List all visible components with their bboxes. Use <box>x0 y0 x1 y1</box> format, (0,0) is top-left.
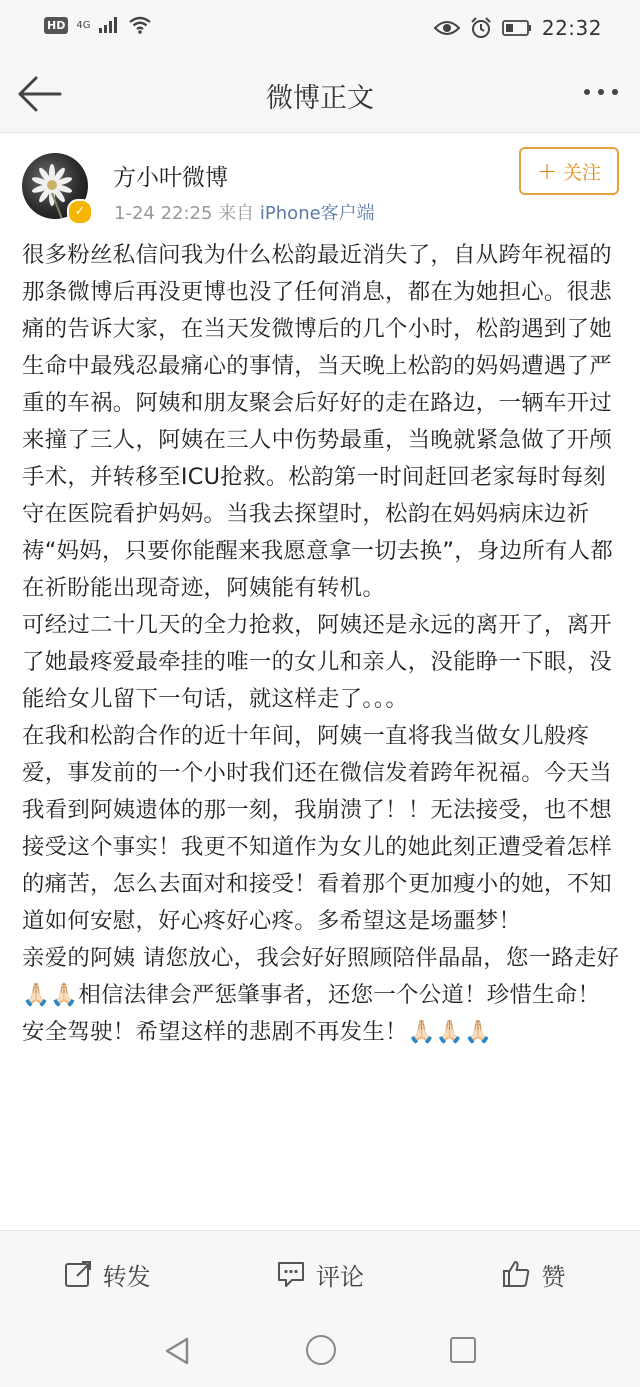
navigation-bar <box>0 56 640 133</box>
post-timestamp: 1-24 22:25 <box>114 203 213 224</box>
alarm-icon <box>470 17 492 39</box>
system-navigation-bar <box>0 1316 640 1387</box>
post-source: iPhone客户端 <box>259 203 375 224</box>
battery-icon <box>502 20 532 36</box>
system-recents-icon[interactable] <box>450 1337 476 1363</box>
comment-icon <box>276 1259 306 1289</box>
signal-icon <box>98 16 120 34</box>
plus-icon: + <box>536 157 558 185</box>
post-action-bar <box>0 1230 640 1317</box>
clock-time: 22:32 <box>541 16 602 40</box>
repost-button[interactable] <box>0 1231 213 1317</box>
hd-indicator: HD <box>44 17 68 34</box>
status-left <box>44 16 152 34</box>
comment-button[interactable] <box>213 1231 426 1317</box>
network-label: 4G <box>76 19 91 31</box>
author-name[interactable]: 方小叶微博 <box>113 165 228 191</box>
follow-button[interactable] <box>519 147 619 195</box>
comment-label: 评论 <box>315 1262 364 1291</box>
more-options-icon[interactable] <box>584 89 618 95</box>
page-title: 微博正文 <box>266 83 374 114</box>
system-home-icon[interactable] <box>306 1335 336 1365</box>
verified-badge-icon: ✓ <box>67 199 93 225</box>
follow-label: 关注 <box>563 161 602 184</box>
thumbs-up-icon <box>501 1259 531 1289</box>
eye-icon <box>434 19 460 37</box>
more-dot <box>612 89 618 95</box>
more-dot <box>598 89 604 95</box>
post-detail <box>0 133 640 1230</box>
wifi-icon <box>128 16 152 34</box>
post-meta <box>114 199 375 225</box>
system-back-icon[interactable] <box>163 1336 191 1366</box>
status-right <box>434 16 602 40</box>
more-dot <box>584 89 590 95</box>
like-button[interactable] <box>427 1231 640 1317</box>
source-prefix: 来自 <box>218 203 255 224</box>
repost-icon <box>63 1259 93 1289</box>
post-body: 很多粉丝私信问我为什么松韵最近消失了，自从跨年祝福的那条微博后再没更博也没了任何消息，都在为她担心。很悲痛的告诉大家，在当天发微博后的几个小时，松韵遇到了她生命中最残忍最痛心的事情，当天晚上松韵的妈妈遭遇了严重的车祸。阿姨和朋友聚会后好好的走在路边，一辆车开过来撞了三人，阿姨在三人中伤势最重，当晚就紧急做了开颅手术，并转移至ICU抢救。松韵第一时间赶回老家每时每刻守在医院看护妈妈。当我去探望时，松韵在妈妈病床边祈祷“妈妈，只要你能醒来我愿意拿一切去换”，身边所有人都在祈盼能出现奇迹，阿姨能有转机。 可经过二十几天的全力抢救，阿姨还是永远的离开了，离开了她最疼爱最牵挂的唯一的女儿和亲人，没能睁一下眼，没能给女儿留下一句话，就这样走了。。。 在我和松韵合作的近十年间，阿姨一直将我当做女儿般疼爱，事发前的一个小时我们还在微信发着跨年祝福。今天当我看到阿姨遗体的那一刻，我崩溃了！！无法接受，也不想接受这个事实！我更不知道作为女儿的她此刻正遭受着怎样的痛苦，怎么去面对和接受！看着那个更加瘦小的她，不知道如何安慰，好心疼好心疼。多希望这是场噩梦！ 亲爱的阿姨 请您放心，我会好好照顾陪伴晶晶，您一路走好🙏🏻🙏🏻相信法律会严惩肇事者，还您一个公道！珍惜生命！安全驾驶！希望这样的悲剧不再发生！🙏🏻🙏🏻🙏🏻 <box>22 242 620 1045</box>
like-label: 赞 <box>541 1262 566 1291</box>
status-bar <box>0 0 640 56</box>
repost-label: 转发 <box>102 1262 151 1291</box>
